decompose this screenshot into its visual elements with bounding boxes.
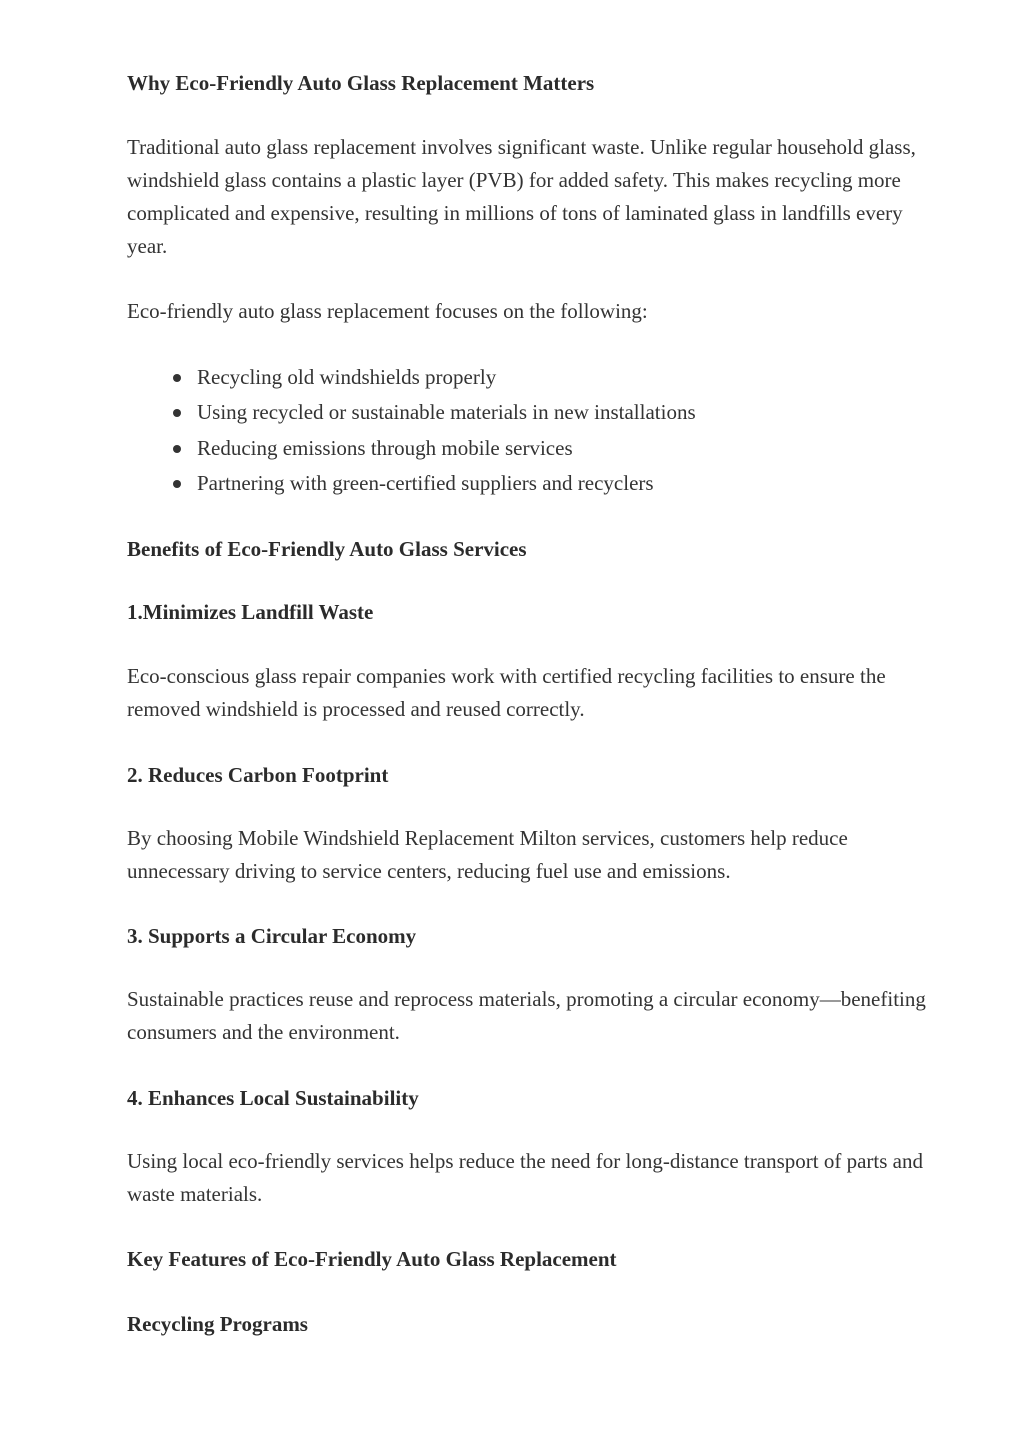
benefit-4-text: Using local eco-friendly services helps reduce the need for long-distance transport of parts and waste materials. [127, 1149, 923, 1206]
section-heading-key-features: Key Features of Eco-Friendly Auto Glass Replacement [127, 1247, 617, 1271]
paragraph-focus-intro: Eco-friendly auto glass replacement focuses on the following: [127, 299, 648, 323]
bullet-icon [173, 480, 181, 488]
section-heading-why-it-matters: Why Eco-Friendly Auto Glass Replacement Matters [127, 71, 595, 95]
paragraph-traditional-waste: Traditional auto glass replacement involves significant waste. Unlike regular household glass, windshield glass contains a plastic layer (PVB) for added safety. This makes recycling more complicated and expensive, resulting in millions of tons of laminated glass in landfills every year. [127, 135, 916, 258]
benefit-2-title: 2. Reduces Carbon Footprint [127, 763, 389, 787]
list-item-text: Recycling old windshields properly [197, 365, 497, 389]
benefit-3-title: 3. Supports a Circular Economy [127, 924, 417, 948]
bullet-icon [173, 374, 181, 382]
list-item [127, 466, 696, 501]
subheading-recycling-programs: Recycling Programs [127, 1312, 308, 1336]
list-item [127, 431, 696, 466]
list-item [127, 395, 696, 430]
list-item-text: Using recycled or sustainable materials in new installations [197, 400, 696, 425]
list-item-text: Reducing emissions through mobile services [197, 435, 573, 460]
list-item-text: Partnering with green-certified suppliers and recyclers [197, 470, 654, 495]
bullet-icon [173, 409, 181, 417]
benefit-2-text: By choosing Mobile Windshield Replacement Milton services, customers help reduce unnecessary driving to service centers, reducing fuel use and emissions. [127, 826, 848, 883]
list-item [127, 360, 696, 395]
benefit-1-title: 1.Minimizes Landfill Waste [127, 600, 374, 624]
section-heading-benefits: Benefits of Eco-Friendly Auto Glass Services [127, 537, 527, 561]
bullet-icon [173, 445, 181, 453]
benefit-1-text: Eco-conscious glass repair companies work with certified recycling facilities to ensure the removed windshield is processed and reused correctly. [127, 664, 886, 721]
benefit-4-title: 4. Enhances Local Sustainability [127, 1086, 419, 1110]
focus-list [127, 360, 696, 501]
benefit-3-text: Sustainable practices reuse and reprocess materials, promoting a circular economy—benefiting consumers and the environment. [127, 987, 926, 1044]
